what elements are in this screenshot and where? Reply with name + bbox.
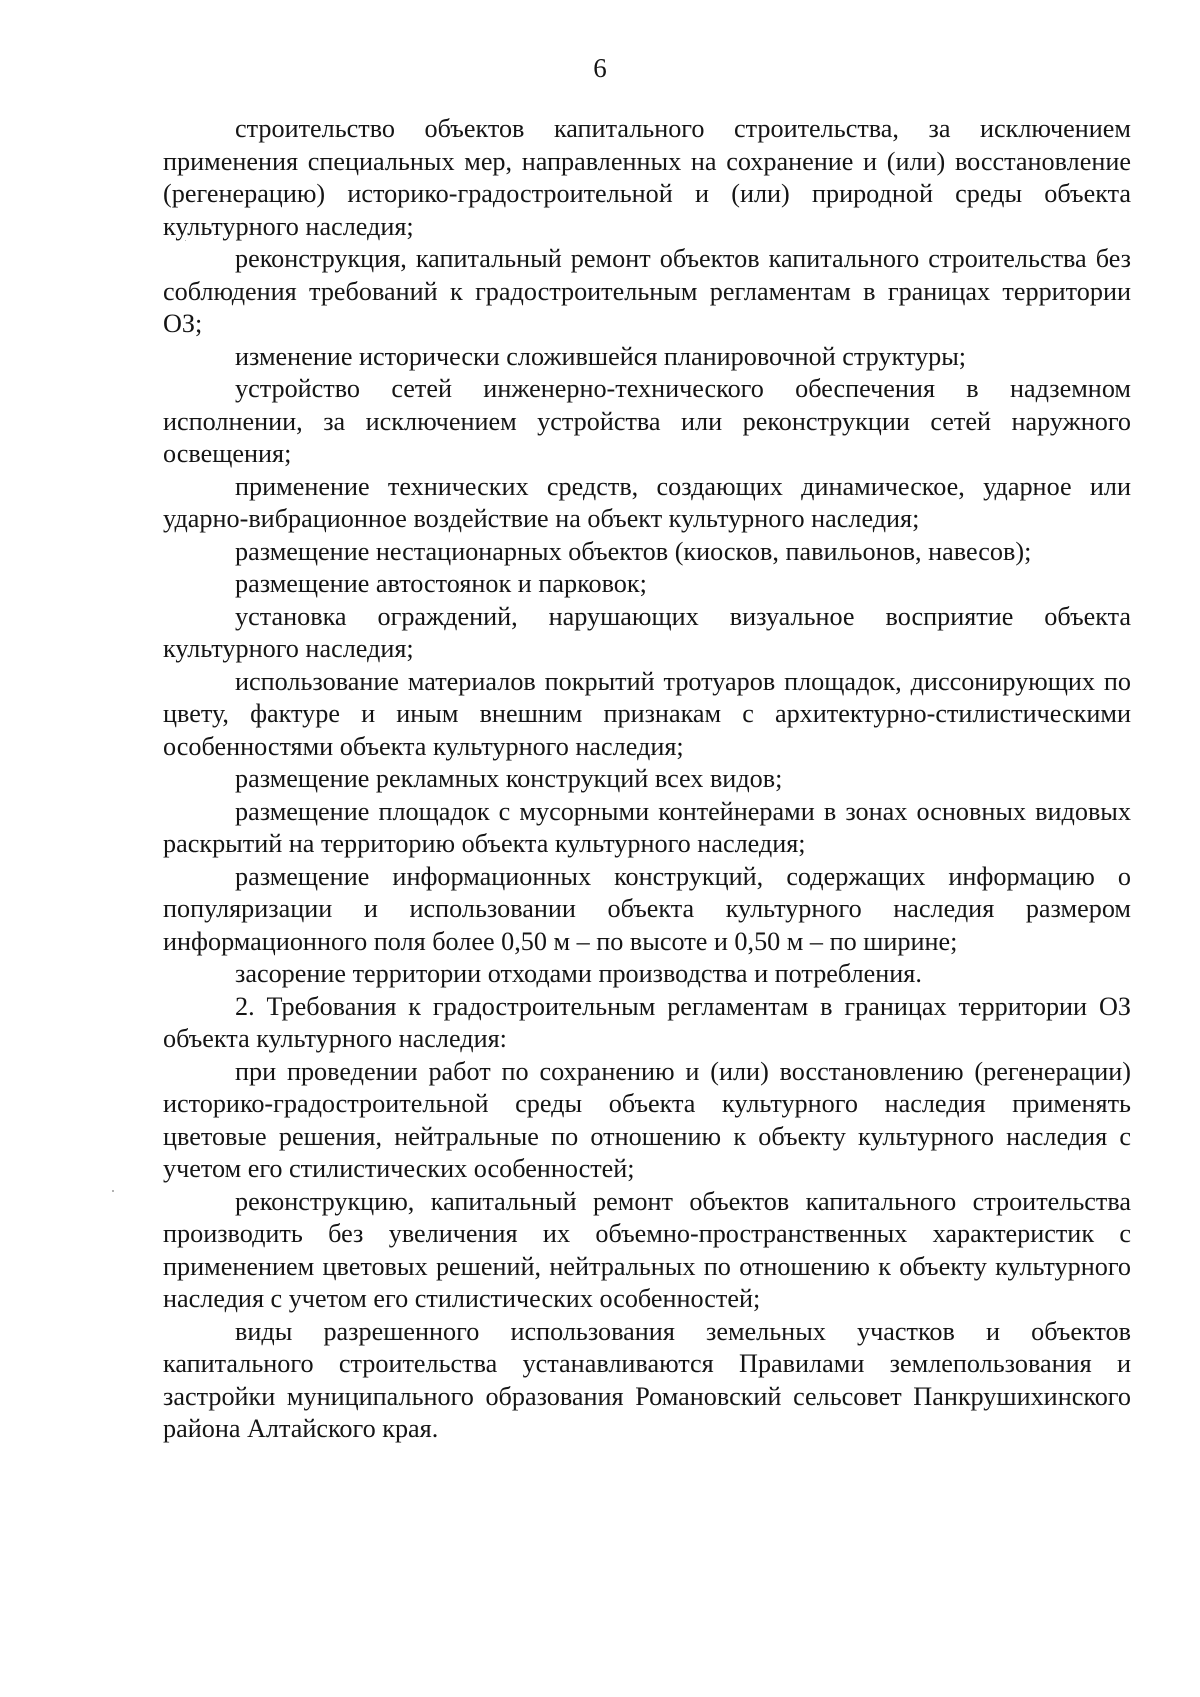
paragraph-15: при проведении работ по сохранению и (или) восстановлению (регенерации) историко-градостроительной среды объекта культурного наследия применять цветовые решения, нейтральные по отношению к объекту культурного наследия с учетом его стилистических особенностей; xyxy=(163,1056,1131,1183)
paragraph-8: установка ограждений, нарушающих визуальное восприятие объекта культурного наследия; xyxy=(163,601,1131,663)
paragraph-16: реконструкцию, капитальный ремонт объектов капитального строительства производить без увеличения их объемно-пространственных характеристик с применением цветовых решений, нейтральных по отношению к объекту культурного наследия с учетом его стилистических особенностей; xyxy=(163,1186,1131,1313)
paragraph-2: реконструкция, капитальный ремонт объектов капитального строительства без соблюдения требований к градостроительным регламентам в границах территории ОЗ; xyxy=(163,244,1131,338)
paragraph-5: применение технических средств, создающих динамическое, ударное или ударно-вибрационное воздействие на объект культурного наследия; xyxy=(163,471,1131,533)
paragraph-12: размещение информационных конструкций, содержащих информацию о популяризации и использовании объекта культурного наследия размером информационного поля более 0,50 м – по высоте и 0,50 м – по ширине; xyxy=(163,861,1131,956)
paragraph-10: размещение рекламных конструкций всех видов; xyxy=(235,764,783,793)
paragraph-4: устройство сетей инженерно-технического обеспечения в надземном исполнении, за исключением устройства или реконструкции сетей наружного освещения; xyxy=(163,374,1131,468)
paragraph-7: размещение автостоянок и парковок; xyxy=(235,569,647,598)
page-number: 6 xyxy=(593,53,607,83)
scan-speck xyxy=(112,1190,114,1192)
paragraph-3: изменение исторически сложившейся планировочной структуры; xyxy=(235,341,967,371)
paragraph-6: размещение нестационарных объектов (киосков, павильонов, навесов); xyxy=(235,536,1032,566)
paragraph-11: размещение площадок с мусорными контейнерами в зонах основных видовых раскрытий на территорию объекта культурного наследия; xyxy=(163,796,1131,858)
paragraph-14: 2. Требования к градостроительным регламентам в границах территории ОЗ объекта культурного наследия: xyxy=(163,991,1131,1053)
paragraph-1: строительство объектов капитального строительства, за исключением применения специальных мер, направленных на сохранение и (или) восстановление (регенерацию) историко-градостроительной и (или) природной среды объекта культурного наследия; xyxy=(163,114,1131,241)
paragraph-13: засорение территории отходами производства и потребления. xyxy=(235,959,922,988)
scan-speck xyxy=(185,240,186,241)
paragraph-17: виды разрешенного использования земельных участков и объектов капитального строительства устанавливаются Правилами землепользования и застройки муниципального образования Романовский сельсовет Панкрушихинского района Алтайского края. xyxy=(163,1316,1131,1443)
paragraph-9: использование материалов покрытий тротуаров площадок, диссонирующих по цвету, фактуре и иным внешним признакам с архитектурно-стилистическими особенностями объекта культурного наследия; xyxy=(163,666,1131,761)
document-body xyxy=(163,113,1131,1446)
